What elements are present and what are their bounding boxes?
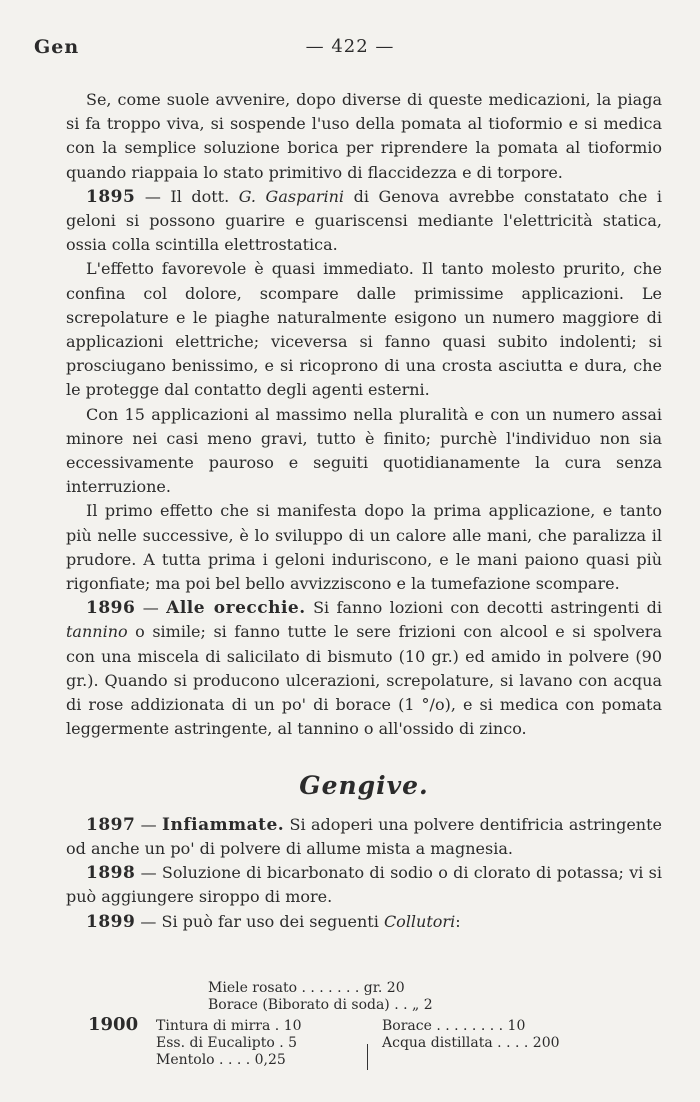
entry-heading: Infiammate. (162, 814, 285, 835)
entry-number: 1898 (86, 863, 136, 884)
recipe-line: Ess. di Eucalipto . 5 (156, 1035, 298, 1051)
recipe-line: Miele rosato . . . . . . . gr. 20 (208, 980, 405, 996)
entry-text: di Genova avrebbe constatato che i geloni si possono guarire e guariscensi mediante l'elettricità statica, ossia colla scintilla elettrostatica. (66, 186, 662, 255)
section-title: Gengive. (299, 771, 429, 801)
entry-number: 1899 (86, 911, 136, 932)
recipe-line: Borace . . . . . . . . 10 (382, 1018, 526, 1034)
italic-term: tannino (66, 622, 128, 642)
recipe-line: Tintura di mirra . 10 (156, 1018, 302, 1034)
entry-1899 (66, 910, 662, 934)
entry-number-1900: 1900 (88, 1014, 139, 1035)
paragraph-continuation: Se, come suole avvenire, dopo diverse di queste medicazioni, la piaga si fa troppo viva, si sospende l'uso della pomata al tioformio e si medica con la semplice soluzione borica per riprendere la pomata al tioformio quando riappaia lo stato primitivo di flaccidezza e di torpore. (66, 90, 662, 182)
entry-1896 (66, 596, 662, 741)
entry-number: 1895 (86, 186, 136, 207)
entry-dash: — (140, 863, 157, 883)
page-number: — 422 — (305, 36, 395, 57)
entry-number: 1896 (86, 598, 136, 619)
entry-1897 (66, 813, 662, 861)
entry-text: Soluzione di bicarbonato di sodio o di clorato di potassa; vi si può aggiungere siroppo di more. (66, 863, 662, 907)
running-head: Gen (34, 36, 80, 58)
entry-1895 (66, 185, 662, 258)
entry-text: Il dott. (170, 186, 230, 206)
entry-colon: : (455, 911, 461, 931)
recipe-line: Mentolo . . . . 0,25 (156, 1052, 286, 1068)
recipe-line: Borace (Biborato di soda) . . „ 2 (208, 997, 433, 1013)
entry-1898 (66, 861, 662, 909)
paragraph-applications: Con 15 applicazioni al massimo nella pluralità e con un numero assai minore nei casi meno gravi, tutto è finito; purchè l'individuo non sia eccessivamente pauroso e seguiti quotidianamente la cura senza interruzione. (66, 404, 662, 497)
italic-term: Collutori (383, 911, 456, 931)
column-divider (367, 1044, 368, 1070)
entry-text: Si può far uso dei seguenti (161, 911, 379, 931)
entry-text: Si adoperi una polvere dentifricia astringente od anche un po' di polvere di allume mista a magnesia. (66, 814, 662, 858)
entry-text: o simile; si fanno tutte le sere frizioni con alcool e si spolvera con una miscela di salicilato di bismuto (10 gr.) ed amido in polvere (90 gr.). Quando si producono ulcerazioni, screpolature, si lavano con acqua di rose addizionata di un po' di borace (1 °/o), e si medica con pomata leggermente astringente, al tannino o all'ossido di zinco. (66, 622, 662, 739)
entry-text: Si fanno lozioni con decotti astringenti di (313, 598, 662, 618)
entry-dash: — (140, 814, 157, 834)
entry-dash: — (142, 598, 159, 618)
entry-heading: Alle orecchie. (166, 598, 306, 619)
entry-dash: — (140, 911, 157, 931)
paragraph-first-effect: Il primo effetto che si manifesta dopo la prima applicazione, e tanto più nelle successive, è lo sviluppo di un calore alle mani, che paralizza il prudore. A tutta prima i geloni induriscono, e le mani paiono quasi più rigonfiate; ma poi bel bello avvizziscono e la tumefazione scompare. (66, 501, 662, 594)
entry-number: 1897 (86, 814, 136, 835)
entry-dash: — (144, 186, 161, 206)
page-body (66, 88, 662, 934)
recipe-line: Acqua distillata . . . . 200 (382, 1035, 560, 1051)
page-header (34, 36, 666, 60)
paragraph-effect: L'effetto favorevole è quasi immediato. Il tanto molesto prurito, che confina col dolore, scompare dalle primissime applicazioni. Le screpolature e le piaghe naturalmente esigono un numero maggiore di applicazioni elettriche; viceversa si fanno quasi subito indolenti; si prosciugano benissimo, e si ricoprono di una crosta asciutta e dura, che le protegge dal contatto degli agenti esterni. (66, 259, 662, 400)
author-name: G. Gasparini (238, 186, 345, 206)
